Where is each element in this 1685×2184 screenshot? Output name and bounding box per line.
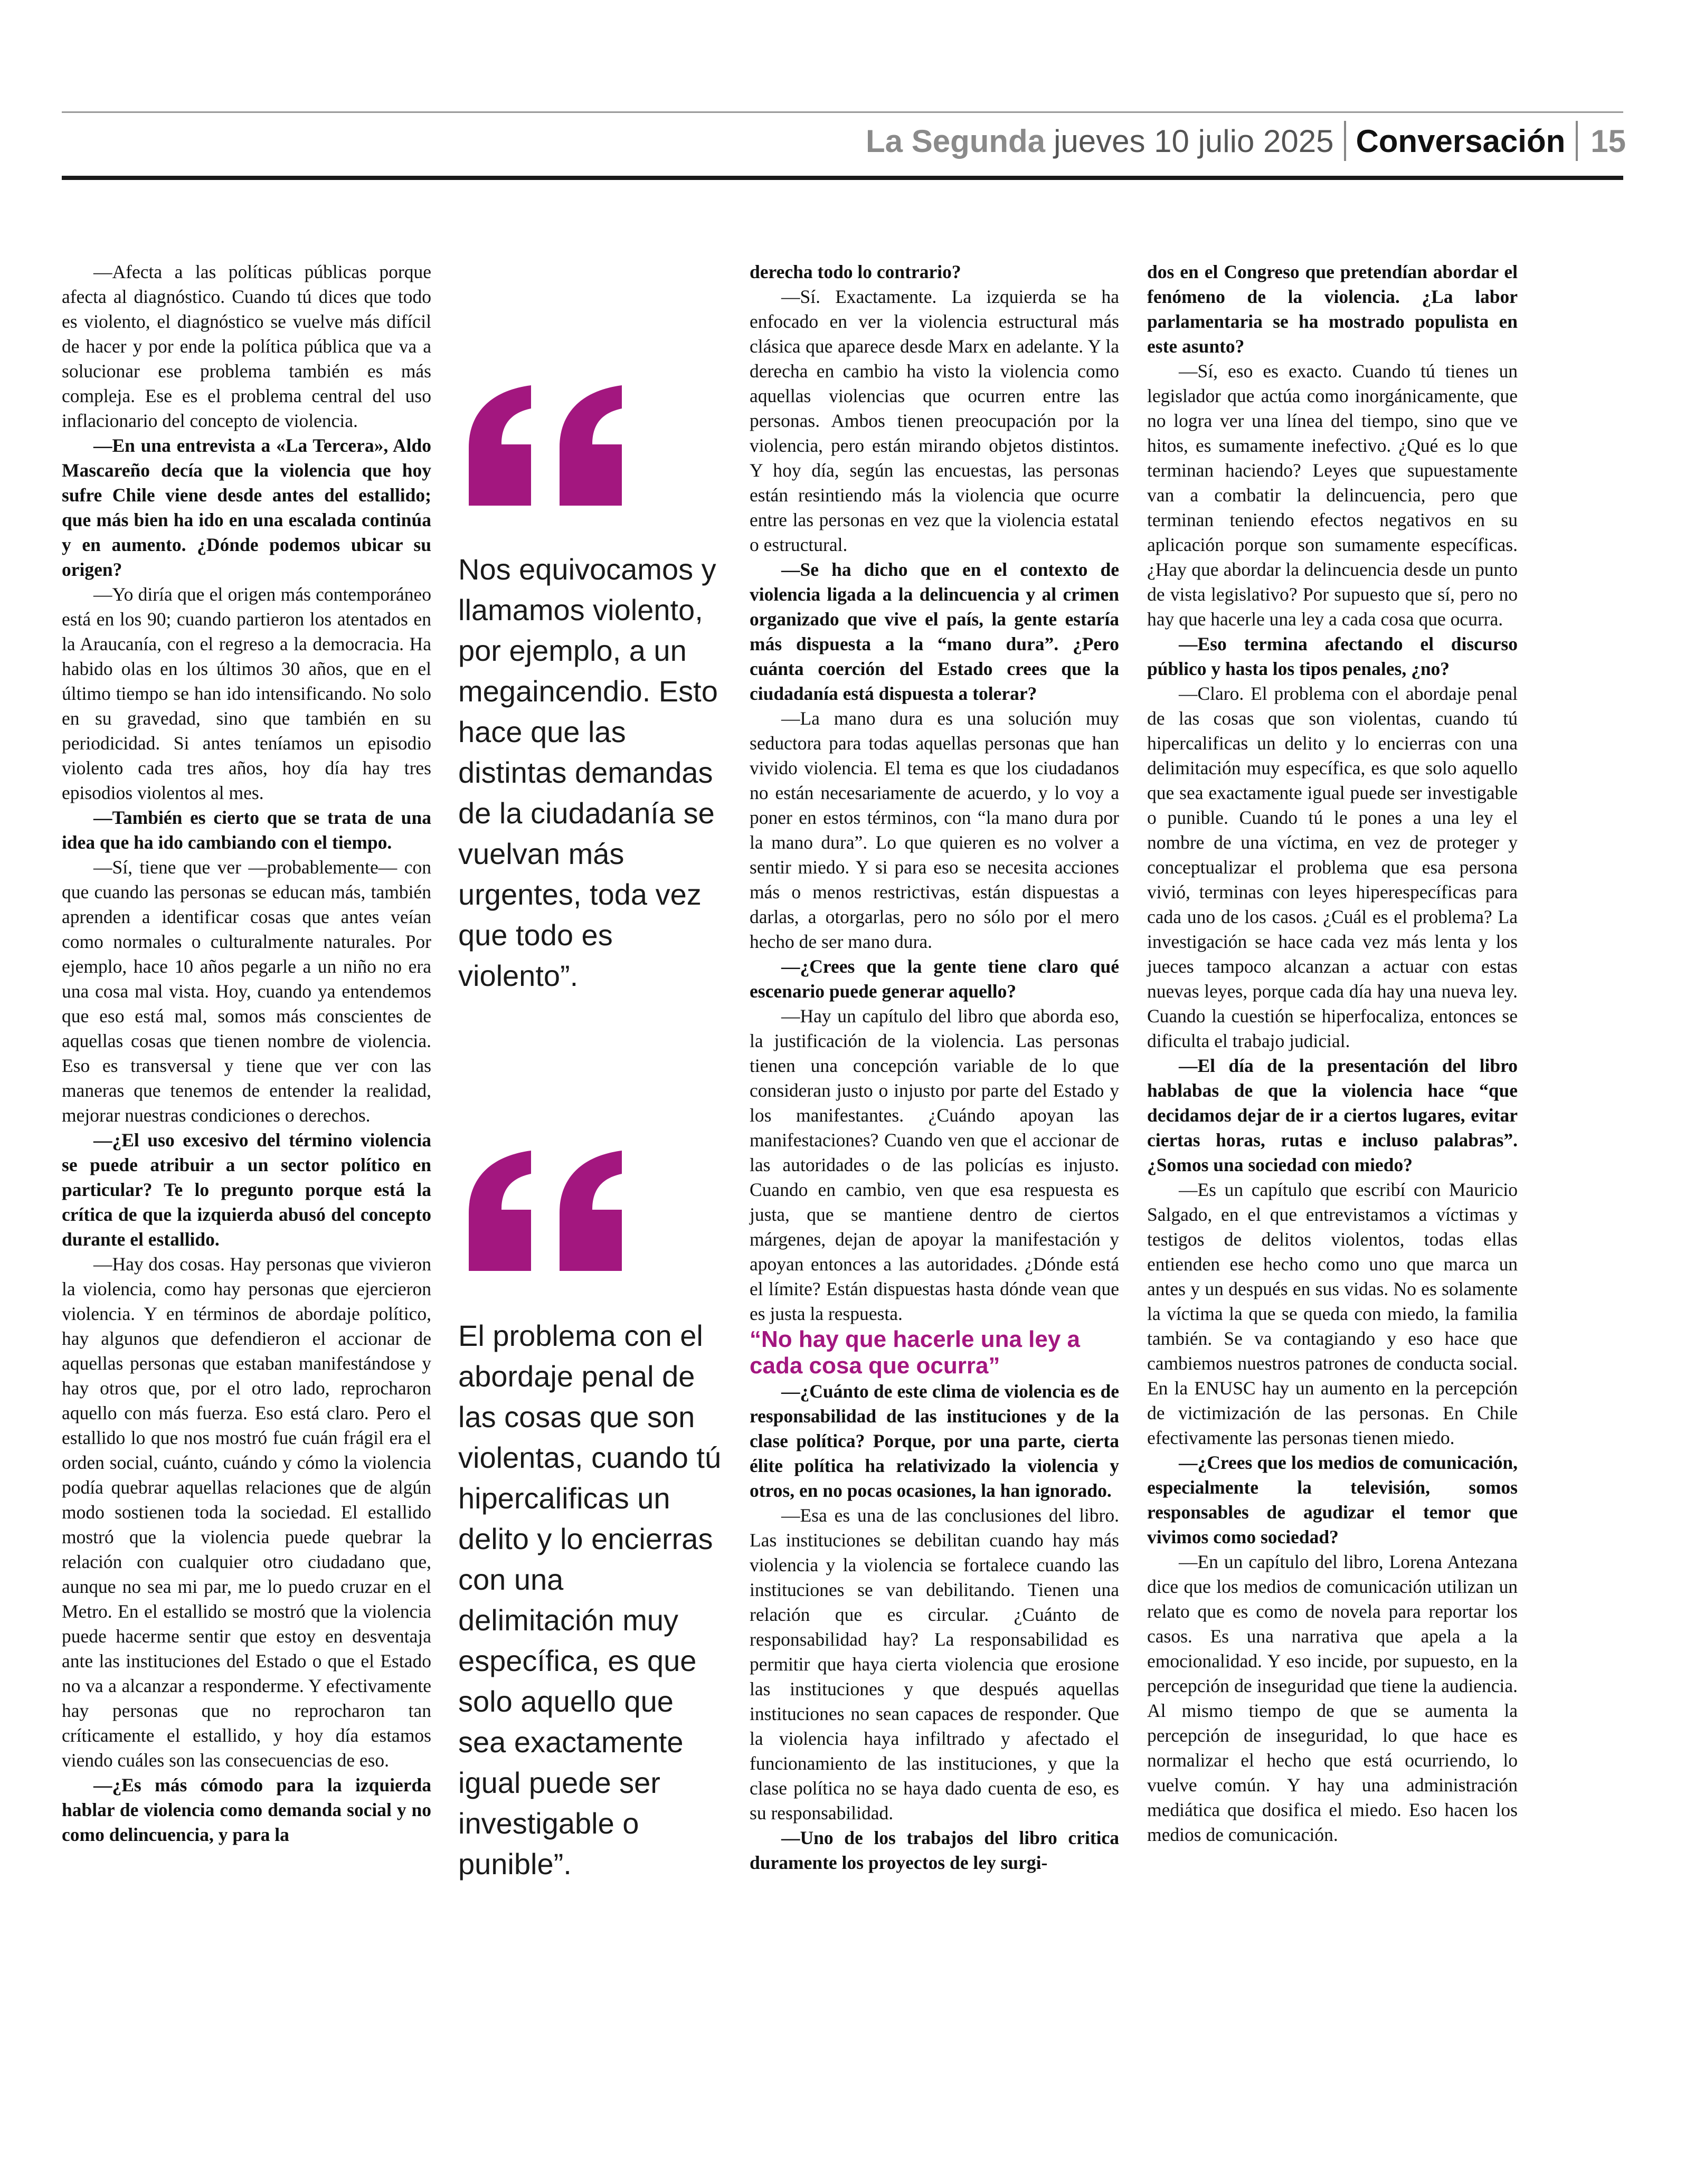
section-subheading: “No hay que hacerle una ley a cada cosa que ocurra” — [750, 1326, 1081, 1379]
answer-paragraph: —En un capítulo del libro, Lorena Antezana dice que los medios de comunicación utilizan un relato que es como de novela para reportar los casos. Es una narrativa que apela a la emocionalidad. Y eso incide, por supuesto, en la percepción de inseguridad que tiene la audiencia. Al mismo tiempo de que se aumenta la percepción de inseguridad, lo que hace es normalizar el hecho que está ocurriendo, lo vuelve común. Y hay una administración mediática que dosifica el miedo. Eso hacen los medios de comunicación. — [1147, 1551, 1518, 1845]
question-paragraph: dos en el Congreso que pretendían abordar el fenómeno de la violencia. ¿La labor parlamentaria se ha mostrado populista en este asunto? — [1147, 261, 1518, 357]
article-column-3 — [750, 260, 1119, 1875]
masthead-date: jueves 10 julio 2025 — [1054, 123, 1334, 159]
answer-paragraph: —Sí, eso es exacto. Cuando tú tienes un legislador que actúa como inorgánicamente, que no logra ver una línea del tiempo, sino que ve hitos, es sumamente inefectivo. ¿Qué es lo que terminan haciendo? Leyes que supuestamente van a combatir la delincuencia, pero que terminan teniendo efectos negativos en su aplicación porque son sumamente específicas. ¿Hay que abordar la delincuencia desde un punto de vista legislativo? Por supuesto que sí, pero no hay que hacerle una ley a cada cosa que ocurra. — [1147, 360, 1518, 630]
answer-paragraph: —La mano dura es una solución muy seductora para todas aquellas personas que han vivido violencia. El tema es que los ciudadanos no están necesariamente de acuerdo, y lo voy a poner en estos términos, con “la mano dura por la mano dura”. Lo que quieren es no volver a sentir miedo. Y si para eso se necesita acciones más o menos restrictivas, están dispuestas a darlas, a otorgarlas, pero no sólo por el mero hecho de ser mano dura. — [750, 708, 1119, 952]
pull-quote-2 — [458, 1151, 725, 1884]
answer-paragraph: —Claro. El problema con el abordaje penal de las cosas que son violentas, cuando tú hipercalificas un delito y lo encierras con una delimitación muy específica, es que solo aquello que sea exactamente igual puede ser investigable o punible. Cuando tú le pones a una ley el nombre de una víctima, en vez de proteger y conceptualizar el problema que esa persona vivió, terminas con leyes hiperespecíficas para cada uno de los casos. ¿Cuál es el problema? La investigación se hace cada vez más lenta y los jueces tampoco alcanzan a actuar con estas nuevas leyes, porque cada día hay una nueva ley. Cuando la cuestión se hiperfocaliza, entonces se dificulta el trabajo judicial. — [1147, 683, 1518, 1051]
header-top-rule — [62, 111, 1623, 113]
answer-paragraph: —Afecta a las políticas públicas porque afecta al diagnóstico. Cuando tú dices que todo es violento, el diagnóstico se vuelve más difícil de hacer y por ende la política pública que va a solucionar ese problema también es más compleja. Ese es el problema central del uso inflacionario del concepto de violencia. — [62, 261, 431, 431]
double-quote-mark-icon — [458, 385, 632, 507]
question-paragraph: —En una entrevista a «La Tercera», Aldo Mascareño decía que la violencia que hoy sufre Chile viene desde antes del estallido; que más bien ha ido en una escalada continúa y en aumento. ¿Dónde podemos ubicar su origen? — [62, 435, 431, 580]
question-paragraph: —¿Crees que la gente tiene claro qué escenario puede generar aquello? — [750, 956, 1119, 1002]
question-paragraph: —El día de la presentación del libro hablabas de que la violencia hace “que decidamos dejar de ir a ciertos lugares, evitar ciertas horas, rutas e incluso palabras”. ¿Somos una sociedad con miedo? — [1147, 1055, 1518, 1175]
article-column-4 — [1147, 260, 1518, 1847]
question-paragraph: —Eso termina afectando el discurso público y hasta los tipos penales, ¿no? — [1147, 633, 1518, 679]
article-column-1 — [62, 260, 431, 1847]
header-bottom-rule — [62, 176, 1623, 180]
question-paragraph: —¿Es más cómodo para la izquierda hablar de violencia como demanda social y no como delincuencia, y para la — [62, 1774, 431, 1845]
masthead-brand: La Segunda — [866, 123, 1046, 159]
answer-paragraph: —Es un capítulo que escribí con Mauricio Salgado, en el que entrevistamos a víctimas y testigos de delitos violentos, todas ellas entienden ese hecho como uno que marca un antes y un después en sus vidas. No es solamente la víctima la que se queda con miedo, la familia también. Se va contagiando y eso hace que cambiemos nuestros patrones de conducta social. En la ENUSC hay un aumento en la percepción de victimización de las personas. En Chile efectivamente las personas tienen miedo. — [1147, 1179, 1518, 1448]
question-paragraph: —Se ha dicho que en el contexto de violencia ligada a la delincuencia y al crimen organizado que vive el país, la gente estaría más dispuesta a la “mano dura”. ¿Pero cuánta coerción del Estado crees que la ciudadanía está dispuesta a tolerar? — [750, 559, 1119, 704]
question-paragraph: derecha todo lo contrario? — [750, 261, 961, 282]
masthead-section: Conversación — [1356, 123, 1566, 159]
masthead — [866, 117, 1626, 165]
answer-paragraph: —Yo diría que el origen más contemporáneo está en los 90; cuando partieron los atentados en la Araucanía, con el regreso a la democracia. Ha habido olas en los últimos 30 años, que en el último tiempo se han ido intensificando. No solo en su gravedad, sino que también en su periodicidad. Si antes teníamos un episodio violento cada tres años, hoy día hay tres episodios violentos al mes. — [62, 584, 431, 803]
question-paragraph: —¿Crees que los medios de comunicación, especialmente la televisión, somos responsables de agudizar el temor que vivimos como sociedad? — [1147, 1452, 1518, 1547]
answer-paragraph: —Sí. Exactamente. La izquierda se ha enfocado en ver la violencia estructural más clásica que aparece desde Marx en adelante. Y la derecha en cambio ha visto la violencia como aquellas violencias que ocurren entre las personas. Ambos tienen preocupación por la violencia, pero están mirando objetos distintos. Y hoy día, según las encuestas, las personas están resintiendo más la violencia que ocurre entre las personas en vez que la violencia estatal o estructural. — [750, 286, 1119, 555]
answer-paragraph: —Esa es una de las conclusiones del libro. Las instituciones se debilitan cuando hay más violencia y la violencia se fortalece cuando las instituciones se van debilitando. Tienen una relación que es circular. ¿Cuánto de responsabilidad hay? La responsabilidad es permitir que haya cierta violencia que erosione las instituciones y que después aquellas instituciones no sean capaces de responder. Que la violencia haya infiltrado y afectado el funcionamiento de las instituciones, y que la clase política no se haya dado cuenta de eso, es su responsabilidad. — [750, 1505, 1119, 1824]
pull-quote-1 — [458, 385, 725, 996]
pull-quote-text: El problema con el abordaje penal de las cosas que son violentas, cuando tú hipercalificas un delito y lo encierras con una delimitación muy específica, es que solo aquello que sea exactamente igual puede ser investigable o punible”. — [458, 1319, 722, 1881]
pull-quote-text: Nos equivocamos y llamamos violento, por ejemplo, a un megaincendio. Esto hace que las distintas demandas de la ciudadanía se vuelvan más urgentes, toda vez que todo es violento”. — [458, 553, 718, 992]
masthead-divider — [1576, 121, 1578, 161]
question-paragraph: —También es cierto que se trata de una idea que ha ido cambiando con el tiempo. — [62, 807, 431, 853]
double-quote-mark-icon — [458, 1151, 632, 1272]
answer-paragraph: —Sí, tiene que ver —probablemente— con que cuando las personas se educan más, también aprenden a identificar cosas que antes veían como normales o culturalmente naturales. Por ejemplo, hace 10 años pegarle a un niño no era una cosa mal vista. Hoy, cuando ya entendemos que eso está mal, somos más conscientes de aquellas cosas que tienen nombre de violencia. Eso es transversal y tiene que ver con las maneras que tenemos de entender la realidad, mejorar nuestras condiciones o derechos. — [62, 857, 431, 1126]
masthead-divider — [1344, 121, 1346, 161]
answer-paragraph: —Hay un capítulo del libro que aborda eso, la justificación de la violencia. Las personas tienen una concepción variable de lo que consideran justo o injusto por parte del Estado y los manifestantes. ¿Cuándo apoyan las manifestaciones? Cuando ven que el accionar de las autoridades o de las policías es injusto. Cuando en cambio, ven que esa respuesta es justa, que se mantiene dentro de ciertos márgenes, dejan de apoyar la manifestación y apoyan entonces a las autoridades. ¿Dónde está el límite? Están dispuestas hasta dónde vean que es justa la respuesta. — [750, 1005, 1119, 1324]
answer-paragraph: —Hay dos cosas. Hay personas que vivieron la violencia, como hay personas que ejercieron violencia. Y en términos de abordaje político, hay algunos que defendieron el accionar de aquellas personas que estaban manifestándose y hay otros que, por el otro lado, reprocharon aquello con más fuerza. Eso está claro. Pero el estallido lo que nos mostró fue cuán frágil era el orden social, cuánto, cuándo y cómo la violencia podía quebrar aquellas relaciones que de algún modo sostienen toda la sociedad. El estallido mostró que la violencia puede quebrar la relación con cualquier otro ciudadano que, aunque no sea mi par, me lo puedo cruzar en el Metro. En el estallido se mostró que la violencia puede hacerme sentir que estoy en desventaja ante las instituciones del Estado o que el Estado no va a alcanzar a responderme. Y efectivamente hay personas que no reprocharon tan críticamente el estallido, y hoy día estamos viendo cuáles son las consecuencias de eso. — [62, 1254, 431, 1771]
page-number: 15 — [1591, 123, 1626, 159]
question-paragraph: —Uno de los trabajos del libro critica duramente los proyectos de ley surgi- — [750, 1827, 1119, 1873]
question-paragraph: —¿Cuánto de este clima de violencia es de responsabilidad de las instituciones y de la clase política? Porque, por una parte, cierta élite política ha relativizado la violencia y otros, en no pocas ocasiones, la han ignorado. — [750, 1381, 1119, 1501]
question-paragraph: —¿El uso excesivo del término violencia se puede atribuir a un sector político en particular? Te lo pregunto porque está la crítica de que la izquierda abusó del concepto durante el estallido. — [62, 1129, 431, 1250]
